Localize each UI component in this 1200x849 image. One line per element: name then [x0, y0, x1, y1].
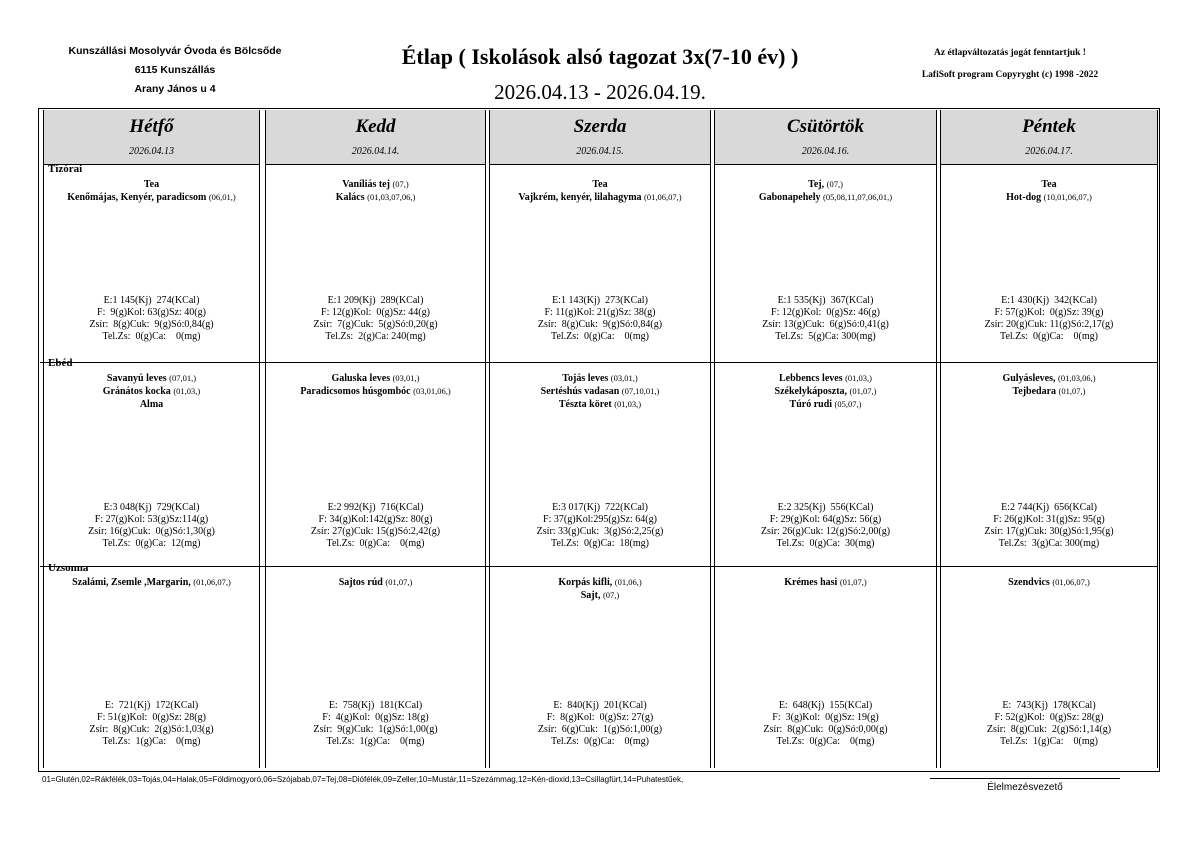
allergen-codes: (01,03,06,): [1058, 373, 1096, 383]
nutrition-line: Tel.Zs: 1(g)Ca: 0(mg): [102, 736, 201, 747]
day-column: [43, 110, 260, 768]
nutrition-block: [490, 295, 710, 343]
meal-items: [266, 372, 485, 398]
dish-name: Gránátos kocka: [102, 386, 171, 397]
dish-line: [941, 191, 1157, 204]
nutrition-line: F: 4(g)Kol: 0(g)Sz: 18(g): [322, 712, 429, 723]
change-notice: Az étlapváltozatás jogát fenntartjuk !: [934, 48, 1086, 58]
dish-name: Tészta köret: [558, 399, 612, 410]
dish-name: Paradicsomos húsgombóc: [300, 386, 411, 397]
dish-line: [266, 178, 485, 191]
allergen-codes: (01,06,07,): [644, 192, 682, 202]
nutrition-line: F: 3(g)Kol: 0(g)Sz: 19(g): [772, 712, 879, 723]
dish-line: [715, 178, 936, 191]
dish-line: [715, 385, 936, 398]
nutrition-line: F: 8(g)Kol: 0(g)Sz: 27(g): [546, 712, 654, 723]
nutrition-line: E:2 744(Kj) 656(KCal): [1001, 502, 1097, 513]
dish-name: Sajt,: [580, 590, 601, 601]
allergen-codes: (01,06,07,): [1052, 577, 1090, 587]
date-range: 2026.04.13 - 2026.04.19.: [494, 80, 706, 104]
nutrition-line: E:1 430(Kj) 342(KCal): [1001, 295, 1097, 306]
nutrition-line: E:2 325(Kj) 556(KCal): [777, 502, 874, 513]
nutrition-line: Tel.Zs: 0(g)Ca: 0(mg): [102, 331, 201, 342]
dish-name: Szendvics: [1008, 577, 1050, 588]
copyright-text: LafiSoft program Copyryght (c) 1998 -2022: [921, 70, 1099, 80]
nutrition-block: [266, 502, 485, 550]
dish-name: Kenőmájas, Kenyér, paradicsom: [67, 192, 207, 203]
dish-name: Tea: [592, 179, 608, 190]
day-header: [715, 110, 936, 165]
nutrition-line: Zsír: 8(g)Cuk: 2(g)Só:1,14(g): [986, 724, 1112, 735]
nutrition-line: F: 27(g)Kol: 53(g)Sz:114(g): [94, 514, 209, 525]
allergen-codes: (01,03,): [614, 399, 642, 409]
allergen-codes: (01,03,07,06,): [367, 192, 416, 202]
dish-name: Korpás kifli,: [558, 577, 613, 588]
dish-name: Székelykáposzta,: [774, 386, 848, 397]
allergen-codes: (01,07,): [1058, 386, 1086, 396]
dish-line: [490, 398, 710, 411]
meal-items: [715, 372, 936, 411]
nutrition-line: E: 721(Kj) 172(KCal): [104, 700, 199, 711]
dish-line: [715, 191, 936, 204]
dish-line: [490, 589, 710, 602]
dish-line: [266, 576, 485, 589]
nutrition-line: Zsír: 8(g)Cuk: 0(g)Só:0,00(g): [763, 724, 888, 735]
dish-line: [490, 191, 710, 204]
nutrition-line: Tel.Zs: 0(g)Ca: 30(mg): [776, 538, 875, 549]
dish-name: Tea: [1041, 179, 1057, 190]
nutrition-line: F: 51(g)Kol: 0(g)Sz: 28(g): [97, 712, 206, 723]
nutrition-line: F: 26(g)Kol: 31(g)Sz: 95(g): [993, 514, 1105, 525]
day-name: Hétfő: [129, 116, 174, 137]
allergen-codes: (01,07,): [385, 577, 413, 587]
dish-line: [266, 191, 485, 204]
allergen-codes: (01,03,): [173, 386, 201, 396]
day-name: Csütörtök: [786, 116, 865, 137]
nutrition-line: Zsír: 27(g)Cuk: 15(g)Só:2,42(g): [310, 526, 441, 537]
nutrition-block: [44, 700, 259, 748]
day-date: 2026.04.17.: [1025, 146, 1073, 157]
nutrition-line: Tel.Zs: 0(g)Ca: 12(mg): [102, 538, 201, 549]
allergen-legend: 01=Glutén,02=Rákfélék,03=Tojás,04=Halak,05=Földimogyoró,06=Szójabab,07=Tej,08=Diófélék,09=Zeller,10=Mustár,11=Szezámmag,12=Kén-dioxid,13=Csillagfürt,14=Puhatestűek,: [42, 775, 684, 784]
dish-name: Tejbedara: [1012, 386, 1057, 397]
nutrition-block: [266, 700, 485, 748]
dish-line: [266, 372, 485, 385]
meal-items: [266, 576, 485, 589]
meal-items: [266, 178, 485, 204]
nutrition-line: E: 840(Kj) 201(KCal): [553, 700, 647, 711]
nutrition-line: Tel.Zs: 5(g)Ca: 300(mg): [775, 331, 876, 342]
day-name: Péntek: [1022, 116, 1076, 137]
nutrition-line: Tel.Zs: 0(g)Ca: 0(mg): [1000, 331, 1098, 342]
dish-name: Tea: [143, 179, 160, 190]
allergen-codes: (03,01,): [392, 373, 420, 383]
allergen-codes: (01,07,): [839, 577, 867, 587]
nutrition-line: Zsír: 8(g)Cuk: 9(g)Só:0,84(g): [89, 319, 214, 330]
nutrition-line: Tel.Zs: 0(g)Ca: 0(mg): [551, 331, 649, 342]
dish-line: [490, 576, 710, 589]
dish-name: Túró rudi: [789, 399, 833, 410]
nutrition-line: Zsír: 9(g)Cuk: 1(g)Só:1,00(g): [313, 724, 438, 735]
nutrition-block: [715, 700, 936, 748]
nutrition-block: [266, 295, 485, 343]
allergen-codes: (03,01,): [610, 373, 638, 383]
meal-items: [941, 576, 1157, 589]
dish-name: Gulyásleves,: [1002, 373, 1056, 384]
nutrition-line: Zsír: 16(g)Cuk: 0(g)Só:1,30(g): [88, 526, 215, 537]
allergen-codes: (01,07,): [849, 386, 877, 396]
nutrition-line: F: 52(g)Kol: 0(g)Sz: 28(g): [994, 712, 1104, 723]
dish-line: [715, 576, 936, 589]
day-date: 2026.04.16.: [801, 146, 850, 157]
meal-items: [44, 372, 259, 411]
page-title: Étlap ( Iskolások alsó tagozat 3x(7-10 év) ): [401, 44, 799, 69]
nutrition-line: E:2 992(Kj) 716(KCal): [327, 502, 424, 513]
nutrition-line: Tel.Zs: 3(g)Ca: 300(mg): [998, 538, 1100, 549]
nutrition-line: E:3 017(Kj) 722(KCal): [552, 502, 648, 513]
dish-line: [44, 398, 259, 411]
meal-items: [941, 372, 1157, 398]
allergen-codes: (07,): [392, 179, 409, 189]
meal-items: [490, 178, 710, 204]
allergen-codes: (07,): [602, 590, 620, 600]
nutrition-line: Zsír: 17(g)Cuk: 30(g)Só:1,95(g): [984, 526, 1114, 537]
nutrition-line: Zsír: 13(g)Cuk: 6(g)Só:0,41(g): [762, 319, 889, 330]
allergen-codes: (01,06,07,): [193, 577, 231, 587]
meal-items: [44, 178, 259, 204]
allergen-codes: (06,01,): [208, 192, 236, 202]
meal-separator: [40, 566, 1158, 567]
signature-line: [930, 778, 1120, 779]
dish-line: [941, 178, 1157, 191]
nutrition-line: Zsír: 33(g)Cuk: 3(g)Só:2,25(g): [536, 526, 664, 537]
nutrition-line: Tel.Zs: 0(g)Ca: 0(mg): [776, 736, 875, 747]
day-column: [714, 110, 937, 768]
organization-block: [40, 42, 310, 99]
dish-name: Vajkrém, kenyér, lilahagyma: [518, 192, 642, 203]
nutrition-line: F: 12(g)Kol: 0(g)Sz: 46(g): [771, 307, 880, 318]
allergen-codes: (07,01,): [169, 373, 197, 383]
dish-line: [44, 178, 259, 191]
nutrition-line: E: 758(Kj) 181(KCal): [328, 700, 423, 711]
nutrition-line: F: 11(g)Kol: 21(g)Sz: 38(g): [544, 307, 656, 318]
nutrition-line: E: 648(Kj) 155(KCal): [778, 700, 873, 711]
dish-line: [941, 385, 1157, 398]
dish-name: Kalács: [335, 192, 365, 203]
nutrition-line: Zsír: 8(g)Cuk: 9(g)Só:0,84(g): [537, 319, 663, 330]
nutrition-line: Zsír: 7(g)Cuk: 5(g)Só:0,20(g): [313, 319, 438, 330]
day-header: [941, 110, 1157, 165]
organization-city: 6115 Kunszállás: [134, 64, 216, 76]
dish-line: [266, 385, 485, 398]
allergen-codes: (01,06,): [614, 577, 642, 587]
nutrition-block: [490, 502, 710, 550]
nutrition-line: F: 37(g)Kol:295(g)Sz: 64(g): [543, 514, 657, 525]
nutrition-line: Tel.Zs: 2(g)Ca: 240(mg): [325, 331, 426, 342]
nutrition-line: E:1 209(Kj) 289(KCal): [327, 295, 424, 306]
meal-items: [490, 372, 710, 411]
organization-address: Arany János u 4: [134, 83, 216, 95]
day-header: [44, 110, 259, 165]
nutrition-line: Zsír: 8(g)Cuk: 2(g)Só:1,03(g): [89, 724, 214, 735]
nutrition-line: E: 743(Kj) 178(KCal): [1002, 700, 1096, 711]
dish-line: [44, 576, 259, 589]
meal-label-ebed: Ebéd: [48, 357, 73, 369]
dish-name: Sajtos rúd: [338, 577, 383, 588]
dish-line: [44, 372, 259, 385]
nutrition-line: F: 34(g)Kol:142(g)Sz: 80(g): [318, 514, 433, 525]
meal-label-tizorai: Tízórai: [48, 163, 83, 175]
dish-line: [490, 178, 710, 191]
nutrition-block: [44, 295, 259, 343]
nutrition-line: Tel.Zs: 0(g)Ca: 0(mg): [326, 538, 425, 549]
day-header: [490, 110, 710, 165]
day-date: 2026.04.15.: [576, 146, 624, 157]
meal-items: [715, 576, 936, 589]
allergen-codes: (10,01,06,07,): [1043, 192, 1092, 202]
dish-name: Savanyú leves: [106, 373, 167, 384]
dish-line: [715, 398, 936, 411]
dish-name: Lebbencs leves: [778, 373, 843, 384]
meal-items: [941, 178, 1157, 204]
dish-line: [44, 385, 259, 398]
meal-items: [715, 178, 936, 204]
dish-line: [941, 576, 1157, 589]
day-name: Szerda: [573, 116, 627, 137]
dish-name: Szalámi, Zsemle ,Margarin,: [72, 577, 191, 588]
meal-items: [44, 576, 259, 589]
nutrition-block: [44, 502, 259, 550]
dish-line: [44, 191, 259, 204]
nutrition-line: Tel.Zs: 0(g)Ca: 0(mg): [551, 736, 649, 747]
nutrition-line: Tel.Zs: 1(g)Ca: 0(mg): [326, 736, 425, 747]
nutrition-line: Zsír: 20(g)Cuk: 11(g)Só:2,17(g): [984, 319, 1114, 330]
nutrition-line: F: 29(g)Kol: 64(g)Sz: 56(g): [769, 514, 882, 525]
nutrition-block: [941, 502, 1157, 550]
meal-separator: [40, 362, 1158, 363]
dish-name: Vaníliás tej: [342, 179, 390, 190]
nutrition-block: [490, 700, 710, 748]
dish-line: [490, 372, 710, 385]
nutrition-line: E:3 048(Kj) 729(KCal): [103, 502, 200, 513]
meal-label-uzsonna: Uzsonna: [48, 562, 89, 574]
nutrition-line: E:1 143(Kj) 273(KCal): [552, 295, 648, 306]
nutrition-block: [941, 295, 1157, 343]
nutrition-line: Tel.Zs: 1(g)Ca: 0(mg): [1000, 736, 1098, 747]
dish-name: Galuska leves: [331, 373, 391, 384]
nutrition-line: F: 12(g)Kol: 0(g)Sz: 44(g): [321, 307, 430, 318]
dish-name: Tojás leves: [562, 373, 609, 384]
day-date: 2026.04.14.: [351, 146, 400, 157]
dish-name: Alma: [139, 399, 164, 410]
day-column: [940, 110, 1158, 768]
nutrition-block: [715, 295, 936, 343]
nutrition-line: Zsír: 6(g)Cuk: 1(g)Só:1,00(g): [537, 724, 663, 735]
day-date: 2026.04.13: [129, 146, 174, 157]
allergen-codes: (01,03,): [845, 373, 873, 383]
dish-line: [490, 385, 710, 398]
nutrition-line: F: 57(g)Kol: 0(g)Sz: 39(g): [994, 307, 1104, 318]
nutrition-line: F: 9(g)Kol: 63(g)Sz: 40(g): [97, 307, 206, 318]
nutrition-line: Tel.Zs: 0(g)Ca: 18(mg): [551, 538, 649, 549]
dish-name: Krémes hasi: [784, 577, 838, 588]
allergen-codes: (03,01,06,): [413, 386, 451, 396]
allergen-codes: (05,08,11,07,06,01,): [823, 192, 893, 202]
day-name: Kedd: [355, 116, 396, 137]
dish-line: [941, 372, 1157, 385]
allergen-codes: (05,07,): [834, 399, 862, 409]
allergen-codes: (07,10,01,): [621, 386, 660, 396]
nutrition-line: Zsír: 26(g)Cuk: 12(g)Só:2,00(g): [760, 526, 891, 537]
nutrition-line: E:1 535(Kj) 367(KCal): [777, 295, 874, 306]
meal-items: [490, 576, 710, 602]
day-header: [266, 110, 485, 165]
dish-name: Gabonapehely: [758, 192, 821, 203]
organization-name: Kunszállási Mosolyvár Óvoda és Bölcsőde: [68, 45, 282, 57]
nutrition-line: E:1 145(Kj) 274(KCal): [103, 295, 200, 306]
allergen-codes: (07,): [826, 179, 843, 189]
nutrition-block: [715, 502, 936, 550]
dish-name: Tej,: [808, 179, 825, 190]
signature-label: Élelmezésvezető: [987, 782, 1063, 793]
nutrition-block: [941, 700, 1157, 748]
day-column: [489, 110, 711, 768]
dish-name: Hot-dog: [1006, 192, 1042, 203]
dish-line: [715, 372, 936, 385]
dish-name: Sertéshús vadasan: [540, 386, 620, 397]
day-column: [265, 110, 486, 768]
